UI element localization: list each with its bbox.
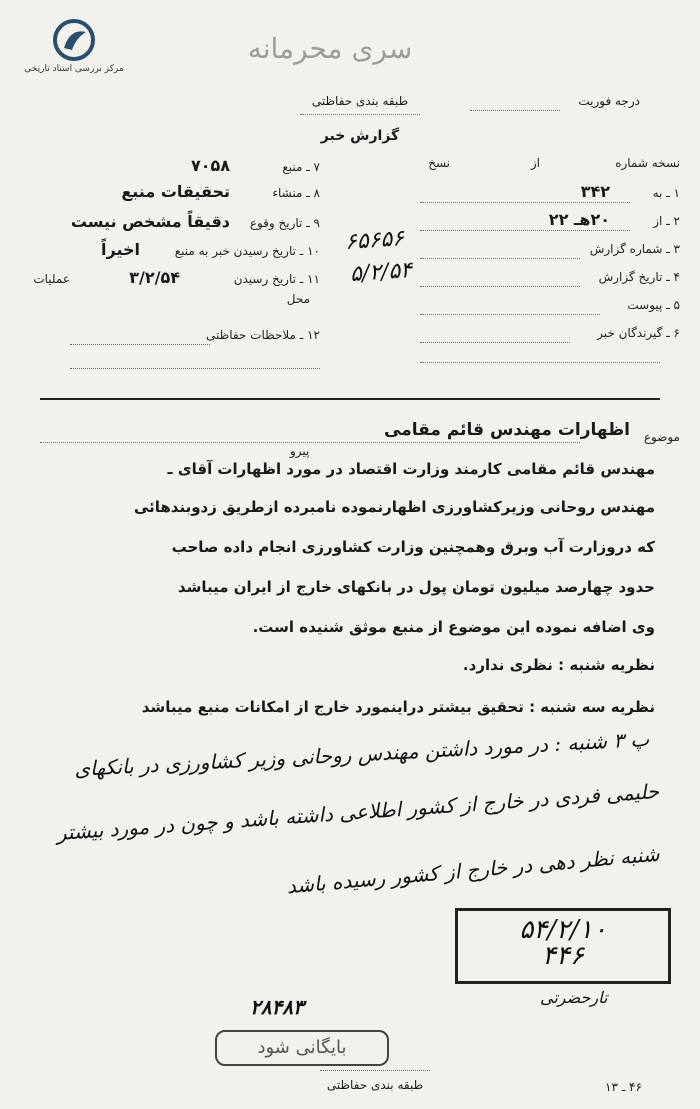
archive-logo-icon: [46, 18, 102, 62]
bottom-stamp-number: ۲۸۴۸۳: [250, 995, 304, 1019]
place-label: محل: [286, 292, 310, 306]
priority-label: درجه فوریت: [578, 94, 640, 108]
handwritten-report-date: ۵/۲/۵۴: [349, 257, 413, 288]
dots: [420, 362, 660, 363]
right-field-attachment-label: ۵ ـ پیوست: [627, 298, 680, 312]
opinion-tuesday: نظریه سه شنبه : تحقیق بیشتر دراینمورد خارج از امکانات منبع میباشد: [141, 698, 655, 716]
dots: [420, 230, 630, 231]
classification-top: طبقه بندی حفاظتی: [311, 94, 409, 108]
left-field-arrival-value: ۳/۲/۵۴: [129, 268, 180, 287]
date-stamp-box: [455, 908, 671, 984]
body-line-5: وی اضافه نموده این موضوع از منبع موثق شنیده است.: [252, 618, 655, 636]
left-field-source-label: ۷ ـ منبع: [282, 160, 320, 174]
date-stamp-date: ۵۴/۲/۱۰: [519, 915, 607, 945]
right-field-report-date-label: ۴ ـ تاریخ گزارش: [598, 270, 680, 284]
left-field-news-date-value: اخیراً: [101, 240, 140, 259]
handwritten-note-1: پ ۳ شنبه : در مورد داشتن مهندس روحانی وزیر کشاورزی در بانکهای: [74, 726, 651, 782]
top-secret-stamp: سری محرمانه: [247, 32, 413, 65]
dots: [70, 368, 320, 369]
body-annotation: پیرو: [290, 444, 310, 458]
copy-number-label: نسخه شماره: [615, 156, 680, 170]
dots: [420, 342, 570, 343]
left-field-news-date-label: ۱۰ ـ تاریخ رسیدن خبر به منبع: [174, 244, 320, 258]
signature: تارحضرتی: [540, 988, 608, 1007]
left-field-source-value: ۷۰۵۸: [190, 156, 230, 175]
priority-dots: [470, 110, 560, 111]
left-field-security-notes-label: ۱۲ ـ ملاحظات حفاظتی: [206, 328, 320, 342]
handwritten-note-3: شنبه نظر دهی در خارج از کشور رسیده باشد: [285, 841, 661, 899]
dots: [420, 286, 580, 287]
report-title: گزارش خبر: [320, 128, 400, 144]
body-line-4: حدود چهارصد میلیون تومان پول در بانکهای خارج از ایران میباشد: [177, 578, 655, 596]
subject-value: اظهارات مهندس قائم مقامی: [384, 420, 630, 440]
date-stamp-number: ۴۴۶: [542, 941, 584, 971]
archive-stamp: بایگانی شود: [215, 1030, 389, 1066]
page-code: ۴۶ ـ ۱۳: [605, 1080, 642, 1094]
dots: [320, 1070, 430, 1071]
right-field-from-label: ۲ ـ از: [653, 214, 680, 228]
dots: [420, 258, 580, 259]
header-separator: [40, 398, 660, 400]
left-field-occurrence-label: ۹ ـ تاریخ وقوع: [249, 216, 320, 230]
right-field-to-label: ۱ ـ به: [652, 186, 680, 200]
right-field-recipients-label: ۶ ـ گیرندگان خبر: [597, 326, 680, 340]
handwritten-report-number: ۶۵۶۵۶: [344, 225, 405, 256]
dots: [40, 442, 580, 443]
dots: [420, 202, 630, 203]
left-field-arrival-label: ۱۱ ـ تاریخ رسیدن: [233, 272, 320, 286]
body-line-3: که دروزارت آب وبرق وهمچنین وزارت کشاورزی انجام داده صاحب: [171, 538, 655, 556]
body-line-2: مهندس روحانی وزیرکشاورزی اظهارنموده نامبرده ازطریق زدوبندهائی: [133, 498, 655, 516]
right-field-from-value: ۲۰هـ ۲۲: [548, 210, 610, 229]
copies-label: نسخ: [428, 156, 450, 170]
archive-logo: [20, 18, 128, 74]
dots: [420, 314, 600, 315]
subject-label: موضوع: [643, 430, 680, 444]
body-line-1: مهندس قائم مقامی کارمند وزارت اقتصاد در مورد اظهارات آقای ـ: [167, 460, 655, 478]
copy-from-label: از: [530, 156, 540, 170]
handwritten-note-2: حلیمی فردی در خارج از کشور اطلاعی داشته باشد و چون در مورد بیشتر: [56, 778, 661, 846]
dots: [70, 344, 210, 345]
opinion-saturday: نظریه شنبه : نظری ندارد.: [462, 656, 655, 674]
classification-bottom: طبقه بندی حفاظتی: [326, 1078, 424, 1092]
left-field-origin-label: ۸ ـ منشاء: [272, 186, 320, 200]
operations-label: عملیات: [33, 272, 70, 286]
right-field-report-number-label: ۳ ـ شماره گزارش: [589, 242, 680, 256]
archive-logo-text: مرکز بررسی اسناد تاریخی: [24, 64, 124, 74]
divider-dots: [300, 114, 420, 115]
left-field-origin-value: تحقیقات منبع: [121, 182, 230, 201]
left-field-occurrence-value: دقیقاً مشخص نیست: [70, 212, 230, 231]
right-field-to-value: ۳۴۲: [580, 182, 610, 201]
